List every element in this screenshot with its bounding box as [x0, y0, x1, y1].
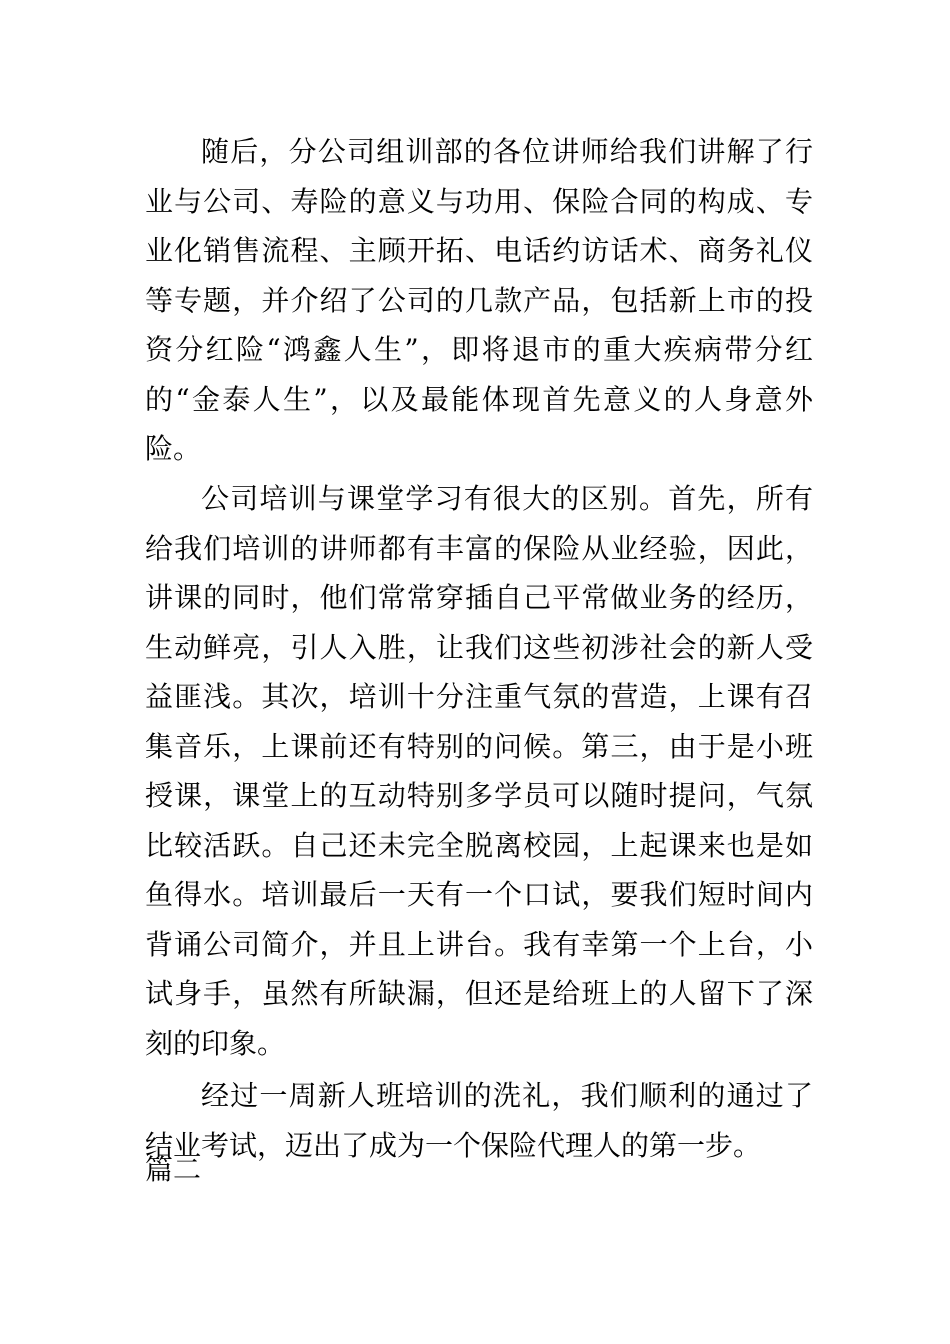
paragraph-training-conclusion: 经过一周新人班培训的洗礼，我们顺利的通过了结业考试，迈出了成为一个保险代理人的第一步。: [145, 1079, 813, 1162]
paragraph-training-topics: 随后，分公司组训部的各位讲师给我们讲解了行业与公司、寿险的意义与功用、保险合同的构成、专业化销售流程、主顾开拓、电话约访话术、商务礼仪等专题，并介绍了公司的几款产品，包括新上市的投资分红险“鸿鑫人生”，即将退市的重大疾病带分红的“金泰人生”，以及最能体现首先意义的人身意外险。: [145, 135, 813, 465]
paragraph-training-differences: 公司培训与课堂学习有很大的区别。首先，所有给我们培训的讲师都有丰富的保险从业经验，因此，讲课的同时，他们常常穿插自己平常做业务的经历，生动鲜亮，引人入胜，让我们这些初涉社会的新人受益匪浅。其次，培训十分注重气氛的营造，上课有召集音乐，上课前还有特别的问候。第三，由于是小班授课，课堂上的互动特别多学员可以随时提问，气氛比较活跃。自己还未完全脱离校园，上起课来也是如鱼得水。培训最后一天有一个口试，要我们短时间内背诵公司简介，并且上讲台。我有幸第一个上台，小试身手，虽然有所缺漏，但还是给班上的人留下了深刻的印象。: [145, 482, 813, 1060]
section-heading: 篇二: [145, 1153, 202, 1186]
